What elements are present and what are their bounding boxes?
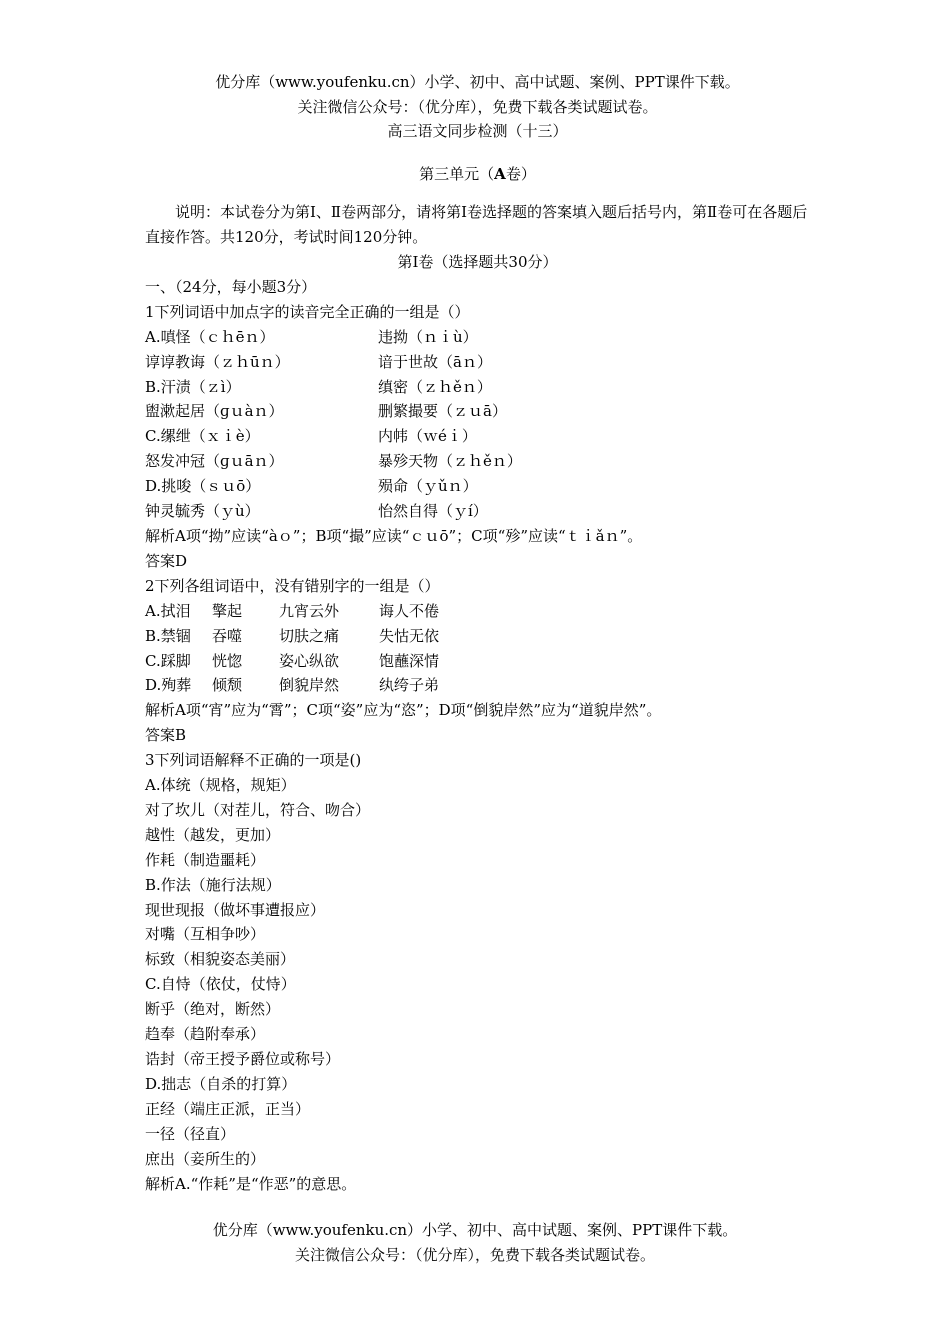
q2-answer: 答案B xyxy=(145,726,187,745)
question-3-stem: 3下列词语解释不正确的一项是() xyxy=(145,751,362,770)
q2-word: A.拭泪 xyxy=(145,601,191,620)
q3-line: C.自恃（依仗，仗恃） xyxy=(145,975,296,994)
header-line-1: 优分库（www.youfenku.cn）小学、初中、高中试题、案例、PPT课件下载。 xyxy=(215,73,740,91)
q2-word: 擎起 xyxy=(212,601,243,620)
q1-row xyxy=(145,325,810,350)
q1-row xyxy=(145,499,810,524)
q1-row xyxy=(145,449,810,474)
q2-word: 纨绔子弟 xyxy=(379,676,440,695)
q2-row xyxy=(145,599,810,624)
page-content xyxy=(145,70,810,1196)
q2-word: 吞噬 xyxy=(212,626,243,645)
q3-line: 断乎（绝对，断然） xyxy=(145,1000,281,1019)
q1-option: 暴殄天物（ｚｈěｎ） xyxy=(378,452,522,471)
q1-option: 删繁撮要（ｚｕā） xyxy=(378,402,507,421)
q1-row xyxy=(145,399,810,424)
q2-row xyxy=(145,673,810,698)
page-footer xyxy=(0,1218,950,1267)
q1-row xyxy=(145,350,810,375)
q3-line: A.体统（规格，规矩） xyxy=(145,776,296,795)
part1-title: 第Ⅰ卷（选择题共30分） xyxy=(397,253,558,271)
q1-row xyxy=(145,474,810,499)
q2-word: 失怙无依 xyxy=(379,626,440,645)
q1-row xyxy=(145,424,810,449)
q3-line: 对了坎儿（对茬儿，符合、吻合） xyxy=(145,800,371,819)
header-line-2: 关注微信公众号：（优分库），免费下载各类试题试卷。 xyxy=(297,97,658,116)
q2-word: 九宵云外 xyxy=(279,601,340,620)
q3-line: 标致（相貌姿态美丽） xyxy=(145,950,296,969)
q2-word: 恍惚 xyxy=(212,651,243,670)
q1-option: 殒命（ｙǔｎ） xyxy=(378,477,478,496)
q3-line: 作耗（制造噩耗） xyxy=(145,850,266,869)
q1-analysis: 解析A项“拗”应读“àｏ”；B项“撮”应读“ｃｕō”；C项“殄”应读“ｔｉǎｎ”。 xyxy=(145,526,643,545)
q2-word: C.踩脚 xyxy=(145,651,191,670)
unit-subtitle xyxy=(145,162,810,187)
q3-line: 正经（端庄正派，正当） xyxy=(145,1099,311,1118)
q2-analysis: 解析A项“宵”应为“霄”；C项“姿”应为“恣”；D项“倒貌岸然”应为“道貌岸然”。 xyxy=(145,701,662,720)
q2-word: 饱蘸深情 xyxy=(379,651,440,670)
q3-line: 对嘴（互相争吵） xyxy=(145,925,266,944)
q2-word: 切肤之痛 xyxy=(279,626,340,645)
footer-line-1: 优分库（www.youfenku.cn）小学、初中、高中试题、案例、PPT课件下载。 xyxy=(212,1221,738,1239)
subtitle-bold: A xyxy=(494,164,506,183)
q1-option: B.汗渍（ｚì） xyxy=(145,377,241,396)
q2-word: D.殉葬 xyxy=(145,676,192,695)
q3-line: B.作法（施行法规） xyxy=(145,875,281,894)
q1-option: 钟灵毓秀（ｙù） xyxy=(145,502,260,521)
q1-option: 怒发冲冠（ɡｕāｎ） xyxy=(145,452,284,471)
q2-word: 倾颓 xyxy=(212,676,243,695)
q2-row xyxy=(145,649,810,674)
section-heading: 一、（24分，每小题3分） xyxy=(145,277,317,296)
q1-option: 缜密（ｚｈěｎ） xyxy=(378,377,492,396)
subtitle-post: 卷） xyxy=(505,164,536,183)
q3-analysis: 解析A.“作耗”是“作恶”的意思。 xyxy=(145,1174,357,1193)
q3-line: 诰封（帝王授予爵位或称号） xyxy=(145,1050,341,1068)
q1-option: C.缧绁（ｘｉè） xyxy=(145,427,260,446)
q1-option: D.挑唆（ｓｕō） xyxy=(145,477,261,496)
footer-line-2: 关注微信公众号：（优分库），免费下载各类试题试卷。 xyxy=(294,1245,655,1264)
q1-option: 违拗（ｎｉù） xyxy=(378,327,478,346)
page-title: 高三语文同步检测（十三） xyxy=(387,122,568,140)
question-2-stem: 2下列各组词语中，没有错别字的一组是（） xyxy=(145,576,440,595)
instructions: 说明：本试卷分为第Ⅰ、Ⅱ卷两部分，请将第Ⅰ卷选择题的答案填入题后括号内，第Ⅱ卷可在各题后直接作答。共120分，考试时间120分钟。 xyxy=(145,203,808,246)
q1-option: 谙于世故（āｎ） xyxy=(378,352,492,371)
q1-answer: 答案D xyxy=(145,551,188,570)
q2-word: 诲人不倦 xyxy=(379,601,440,620)
q1-option: 盥漱起居（ɡｕàｎ） xyxy=(145,402,284,421)
q1-option: 内帏（ｗéｉ） xyxy=(378,427,477,446)
q2-row xyxy=(145,624,810,649)
q3-line: 越性（越发，更加） xyxy=(145,825,281,844)
q1-option: A.嗔怪（ｃｈēｎ） xyxy=(145,327,275,346)
q3-line: D.拙志（自杀的打算） xyxy=(145,1074,297,1093)
q3-line: 现世现报（做坏事遭报应） xyxy=(145,900,326,919)
q3-line: 一径（径直） xyxy=(145,1124,236,1143)
subtitle-pre: 第三单元（ xyxy=(419,164,495,183)
q1-row xyxy=(145,375,810,400)
q1-option: 怡然自得（ｙí） xyxy=(378,502,488,521)
question-1-stem: 1下列词语中加点字的读音完全正确的一组是（） xyxy=(145,302,470,321)
q3-line: 趋奉（趋附奉承） xyxy=(145,1025,266,1044)
q1-option: 谆谆教诲（ｚｈūｎ） xyxy=(145,352,290,371)
q2-word: 姿心纵欲 xyxy=(279,651,340,670)
q2-word: 倒貌岸然 xyxy=(279,676,340,695)
q2-word: B.禁锢 xyxy=(145,626,191,645)
q3-line: 庶出（妾所生的） xyxy=(145,1149,266,1168)
